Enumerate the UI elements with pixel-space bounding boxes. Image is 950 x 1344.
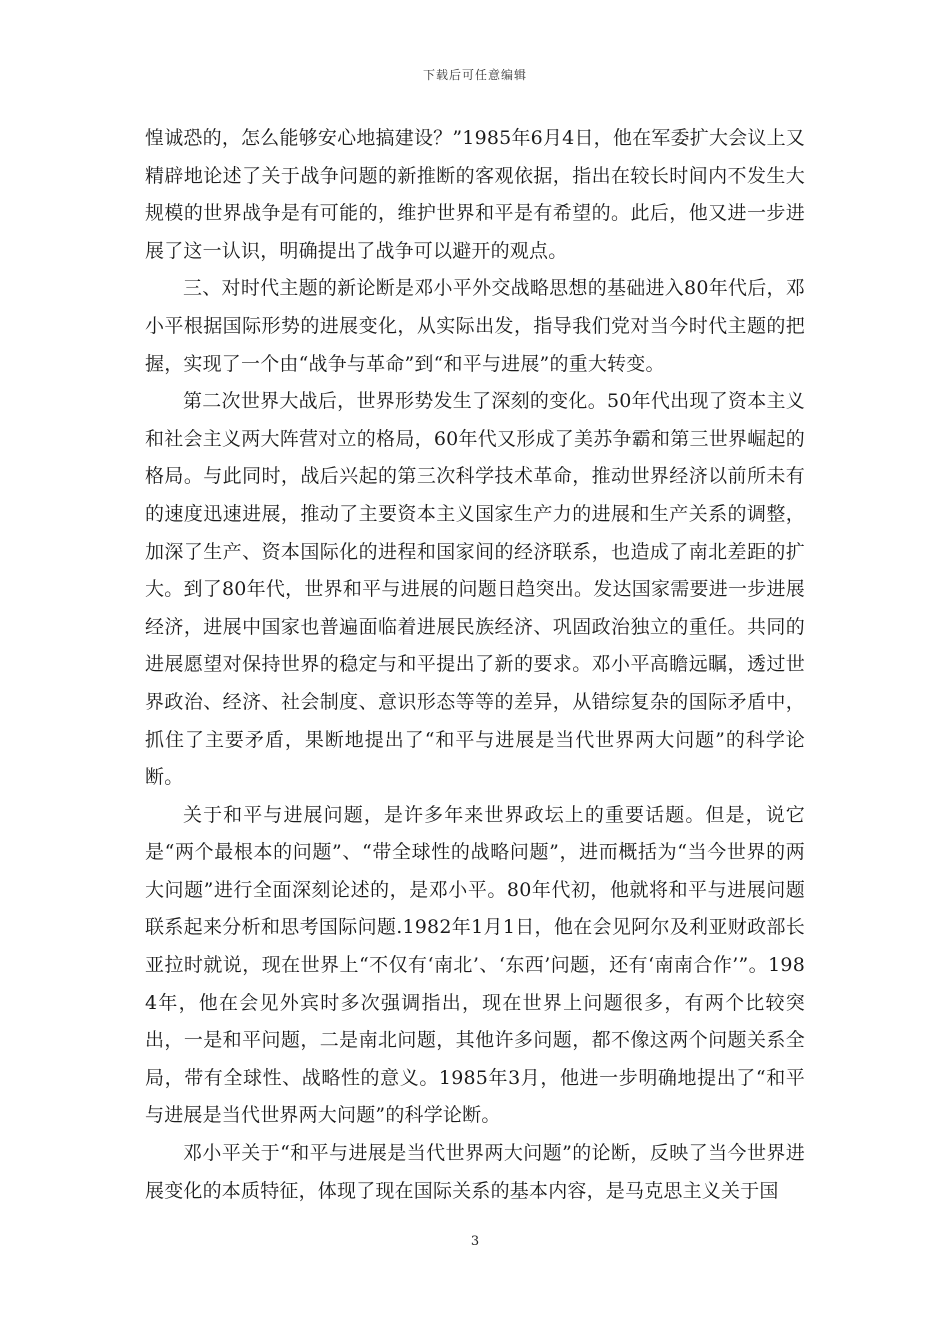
page-header: 下载后可任意编辑 bbox=[422, 68, 527, 82]
document-body bbox=[145, 120, 805, 1210]
paragraph-continuation: 惶诚恐的，怎么能够安心地搞建设？”1985年6月4日，他在军委扩大会议上又精辟地论述了关于战争问题的新推断的客观依据，指出在较长时间内不发生大规模的世界战争是有可能的，维护世界和平是有希望的。此后，他又进一步进展了这一认识，明确提出了战争可以避开的观点。 bbox=[145, 127, 805, 262]
page-number: 3 bbox=[470, 1234, 480, 1249]
paragraph-thesis-significance: 邓小平关于“和平与进展是当代世界两大问题”的论断，反映了当今世界进展变化的本质特征，体现了现在国际关系的基本内容，是马克思主义关于国 bbox=[145, 1142, 805, 1202]
paragraph-era-theme: 三、对时代主题的新论断是邓小平外交战略思想的基础进入80年代后，邓小平根据国际形势的进展变化，从实际出发，指导我们党对当今时代主题的把握，实现了一个由“战争与革命”到“和平与进展”的重大转变。 bbox=[145, 277, 805, 375]
paragraph-peace-development: 关于和平与进展问题，是许多年来世界政坛上的重要话题。但是，说它是“两个最根本的问题”、“带全球性的战略问题”，进而概括为“当今世界的两大问题”进行全面深刻论述的，是邓小平。80年代初，他就将和平与进展问题联系起来分析和思考国际问题.1982年1月1日，他在会见阿尔及利亚财政部长亚拉时就说，现在世界上“不仅有‘南北’、‘东西’问题，还有‘南南合作’”。1984年，他在会见外宾时多次强调指出，现在世界上问题很多，有两个比较突出，一是和平问题，二是南北问题，其他许多问题，都不像这两个问题关系全局，带有全球性、战略性的意义。1985年3月，他进一步明确地提出了“和平与进展是当代世界两大问题”的科学论断。 bbox=[145, 803, 805, 1127]
paragraph-postwar-changes: 第二次世界大战后，世界形势发生了深刻的变化。50年代出现了资本主义和社会主义两大阵营对立的格局，60年代又形成了美苏争霸和第三世界崛起的格局。与此同时，战后兴起的第三次科学技术革命，推动世界经济以前所未有的速度迅速进展，推动了主要资本主义国家生产力的进展和生产关系的调整，加深了生产、资本国际化的进程和国家间的经济联系，也造成了南北差距的扩大。到了80年代，世界和平与进展的问题日趋突出。发达国家需要进一步进展经济，进展中国家也普遍面临着进展民族经济、巩固政治独立的重任。共同的进展愿望对保持世界的稳定与和平提出了新的要求。邓小平高瞻远瞩，透过世界政治、经济、社会制度、意识形态等等的差异，从错综复杂的国际矛盾中，抓住了主要矛盾，果断地提出了“和平与进展是当代世界两大问题”的科学论断。 bbox=[145, 390, 805, 789]
